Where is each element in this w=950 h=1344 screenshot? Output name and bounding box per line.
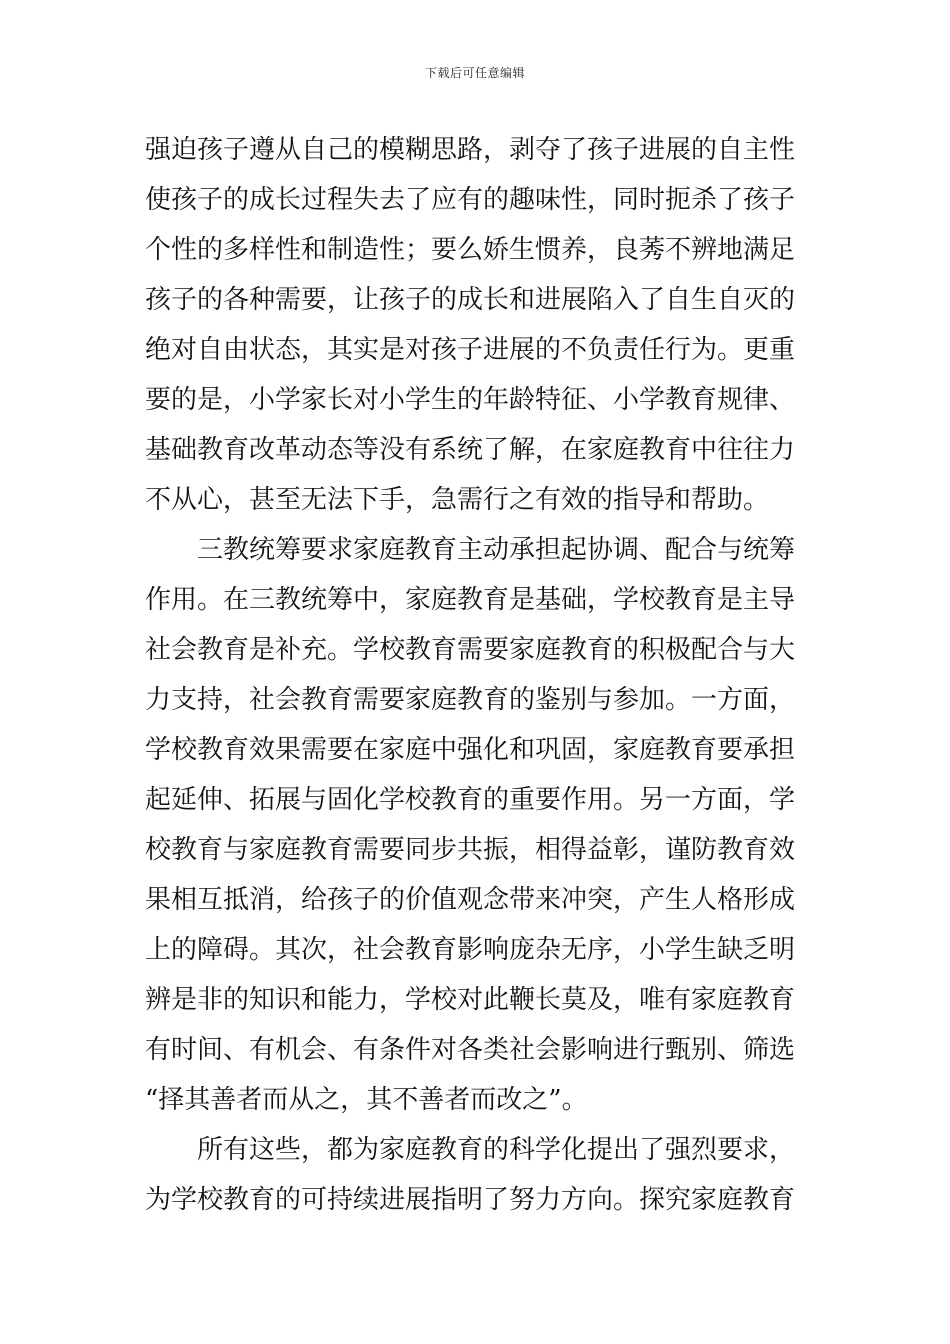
text-line: 孩子的各种需要，让孩子的成长和进展陷入了自生自灭的 <box>145 285 796 315</box>
text-line: 学校教育效果需要在家庭中强化和巩固，家庭教育要承担 <box>145 735 796 765</box>
paragraph-start-line: 三教统筹要求家庭教育主动承担起协调、配合与统筹 <box>197 535 796 565</box>
text-line: 作用。在三教统筹中，家庭教育是基础，学校教育是主导 <box>145 585 796 615</box>
text-line: 校教育与家庭教育需要同步共振，相得益彰，谨防教育效 <box>145 835 796 865</box>
text-line: 社会教育是补充。学校教育需要家庭教育的积极配合与大 <box>145 635 796 665</box>
text-line: “择其善者而从之，其不善者而改之”。 <box>145 1085 588 1115</box>
text-line: 要的是，小学家长对小学生的年龄特征、小学教育规律、 <box>145 385 796 415</box>
text-line: 力支持，社会教育需要家庭教育的鉴别与参加。一方面， <box>145 685 796 715</box>
text-line: 绝对自由状态，其实是对孩子进展的不负责任行为。更重 <box>145 335 796 365</box>
text-line: 辨是非的知识和能力，学校对此鞭长莫及，唯有家庭教育 <box>145 985 796 1015</box>
text-line: 有时间、有机会、有条件对各类社会影响进行甄别、筛选 <box>145 1035 796 1065</box>
text-line: 强迫孩子遵从自己的模糊思路，剥夺了孩子进展的自主性 <box>145 135 796 165</box>
paragraph-start-line: 所有这些，都为家庭教育的科学化提出了强烈要求， <box>197 1135 796 1165</box>
text-line: 个性的多样性和制造性；要么娇生惯养，良莠不辨地满足 <box>145 235 796 265</box>
body-text <box>145 125 813 1225</box>
text-line: 上的障碍。其次，社会教育影响庞杂无序，小学生缺乏明 <box>145 935 796 965</box>
header-note: 下载后可任意编辑 <box>424 66 525 80</box>
text-line: 不从心，甚至无法下手，急需行之有效的指导和帮助。 <box>145 485 770 515</box>
text-line: 为学校教育的可持续进展指明了努力方向。探究家庭教育 <box>145 1185 796 1215</box>
text-line: 基础教育改革动态等没有系统了解，在家庭教育中往往力 <box>145 435 796 465</box>
text-line: 使孩子的成长过程失去了应有的趣味性，同时扼杀了孩子 <box>145 185 796 215</box>
text-line: 起延伸、拓展与固化学校教育的重要作用。另一方面，学 <box>145 785 796 815</box>
text-line: 果相互抵消，给孩子的价值观念带来冲突，产生人格形成 <box>145 885 796 915</box>
